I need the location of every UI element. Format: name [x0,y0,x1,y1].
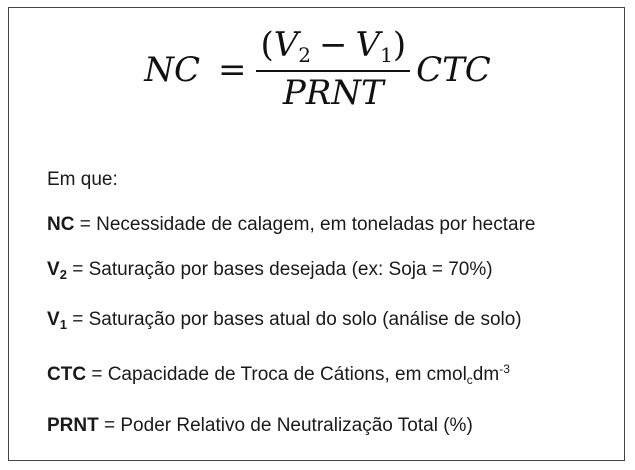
definition-ctc-unit-superscript: -3 [499,362,510,376]
formula-denominator: PRNT [282,73,384,113]
numerator-open-paren: ( [260,25,274,65]
definition-ctc [47,356,535,394]
numerator-minus: − [319,25,348,65]
definition-prnt [47,412,535,439]
numerator-close-paren: ) [392,25,407,65]
definition-ctc-term: CTC [47,364,87,385]
formula-equals: = [217,49,247,90]
definition-v2 [47,256,535,288]
definition-v1-text: = Saturação por bases atual do solo (análise de solo) [66,309,522,330]
definition-nc-text: = Necessidade de calagem, em toneladas por hectare [74,214,536,235]
numerator-v2-subscript: 2 [298,43,312,67]
numerator-v2: V [273,25,299,65]
definition-ctc-text-b: dm [472,364,500,385]
definition-v1 [47,306,535,338]
calagem-formula [9,25,626,113]
definition-prnt-text: = Poder Relativo de Neutralização Total (%) [98,415,473,436]
definition-v2-term: V [47,259,60,280]
definition-ctc-text-a: = Capacidade de Troca de Cátions, em cmol [86,364,467,385]
content-frame [8,7,625,461]
formula-lhs: NC [144,49,200,90]
numerator-v1-subscript: 1 [380,43,393,67]
formula-fraction [256,25,410,113]
definition-v1-subscript: 1 [59,317,67,332]
definition-ctc-unit-subscript: c [466,373,473,387]
definition-nc-term: NC [47,214,75,235]
definition-prnt-term: PRNT [47,415,99,436]
numerator-v1: V [355,25,381,65]
definitions-list [47,166,535,457]
definition-v2-text: = Saturação por bases desejada (ex: Soja = 70%) [66,259,493,280]
definition-nc [47,211,535,238]
intro-line: Em que: [47,169,118,190]
formula-numerator [256,25,410,70]
definition-v2-subscript: 2 [59,267,67,282]
formula-multiplier: CTC [416,49,491,90]
definition-v1-term: V [47,309,60,330]
